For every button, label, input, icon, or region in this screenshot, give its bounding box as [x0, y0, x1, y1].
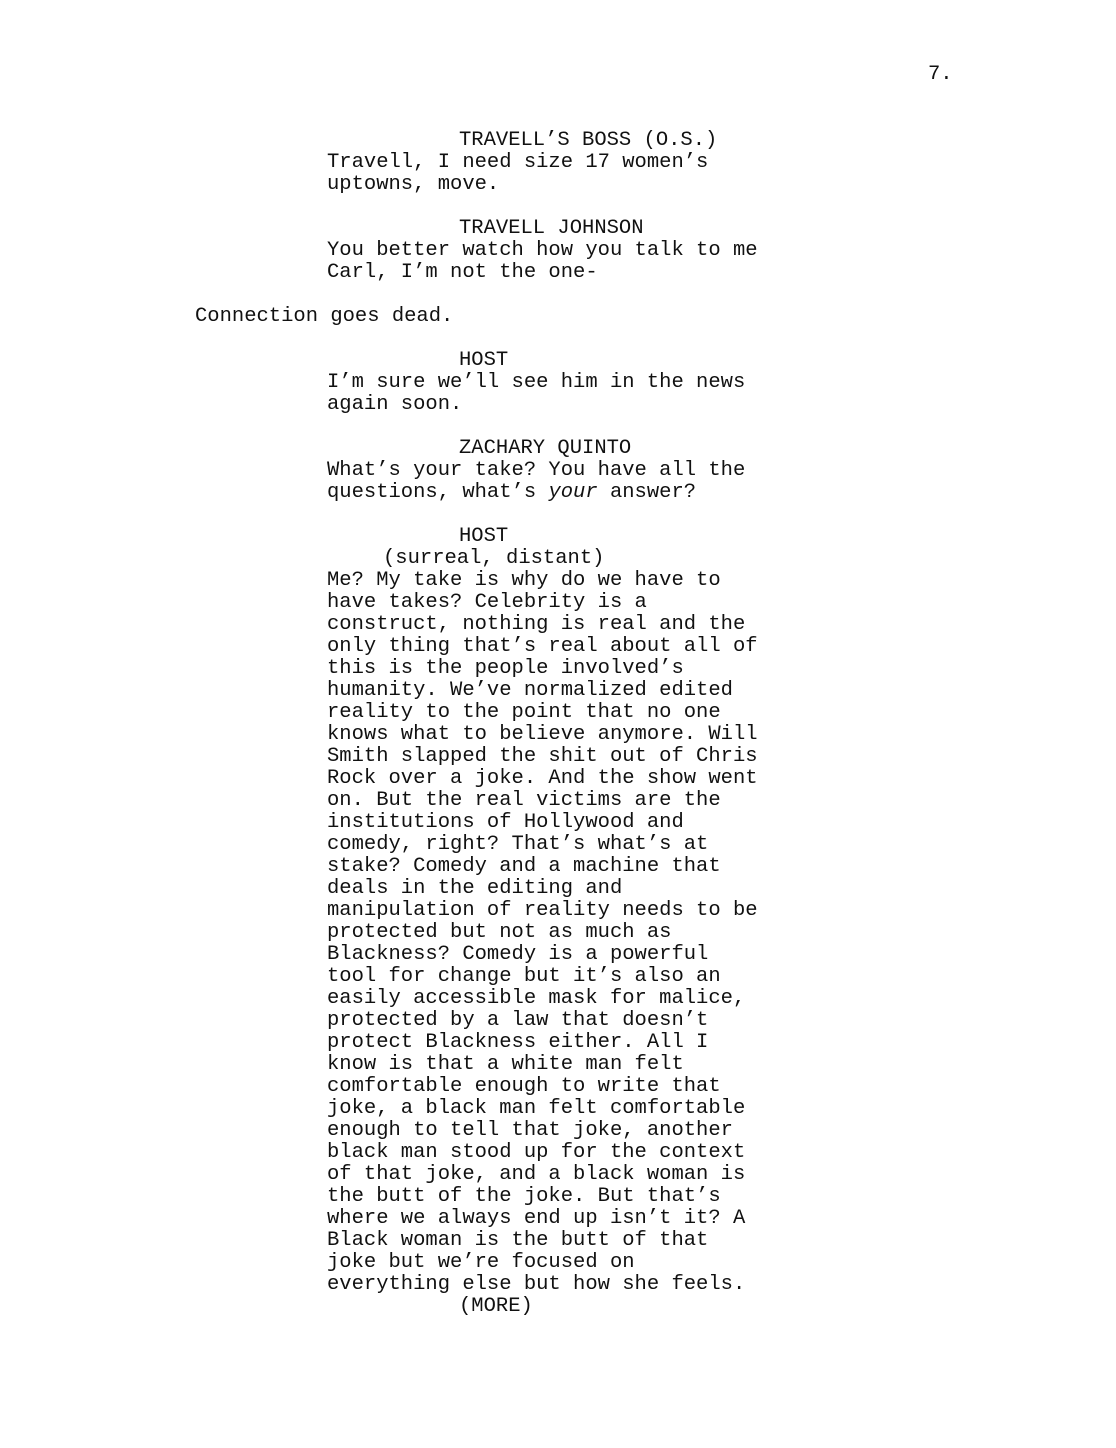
dialogue-line: manipulation of reality needs to be — [327, 899, 758, 922]
dialogue-block-host-monologue — [0, 526, 1116, 1318]
dialogue-line: I’m sure we’ll see him in the news — [327, 371, 746, 394]
dialogue-line: everything else but how she feels. — [327, 1273, 746, 1296]
dialogue-block-host — [0, 350, 1116, 416]
screenplay-body — [0, 130, 1116, 1318]
dialogue-line: construct, nothing is real and the — [327, 613, 746, 636]
dialogue-line: on. But the real victims are the — [327, 789, 721, 812]
dialogue-line: protect Blackness either. All I — [327, 1031, 709, 1054]
dialogue-block-travell-johnson — [0, 218, 1116, 284]
dialogue-line: uptowns, move. — [327, 173, 500, 196]
monologue — [0, 570, 1116, 1296]
dialogue-line: protected but not as much as — [327, 921, 672, 944]
emphasized-word: your — [548, 481, 598, 504]
dialogue-line: joke but we’re focused on — [327, 1251, 635, 1274]
dialogue-text: questions, what’s — [327, 481, 549, 504]
character-name: TRAVELL’S BOSS (O.S.) — [459, 129, 718, 152]
dialogue-line: humanity. We’ve normalized edited — [327, 679, 733, 702]
dialogue-line: deals in the editing and — [327, 877, 623, 900]
dialogue-line: Smith slapped the shit out of Chris — [327, 745, 758, 768]
dialogue-line: again soon. — [327, 393, 463, 416]
dialogue-block-travells-boss — [0, 130, 1116, 196]
character-name: ZACHARY QUINTO — [459, 437, 632, 460]
dialogue-line: Travell, I need size 17 women’s — [327, 151, 709, 174]
dialogue-line: enough to tell that joke, another — [327, 1119, 733, 1142]
dialogue-line: joke, a black man felt comfortable — [327, 1097, 746, 1120]
character-name: HOST — [459, 349, 509, 372]
dialogue-line: Carl, I’m not the one- — [327, 261, 598, 284]
dialogue-line: black man stood up for the context — [327, 1141, 746, 1164]
character-name: TRAVELL JOHNSON — [459, 217, 644, 240]
dialogue-line: knows what to believe anymore. Will — [327, 723, 758, 746]
dialogue-line: Rock over a joke. And the show went — [327, 767, 758, 790]
dialogue-line: stake? Comedy and a machine that — [327, 855, 721, 878]
dialogue-line: tool for change but it’s also an — [327, 965, 721, 988]
dialogue-line: comfortable enough to write that — [327, 1075, 721, 1098]
dialogue-line: Blackness? Comedy is a powerful — [327, 943, 709, 966]
page-number: 7. — [928, 63, 953, 86]
dialogue-block-zachary-quinto — [0, 438, 1116, 504]
dialogue-line: comedy, right? That’s what’s at — [327, 833, 709, 856]
dialogue-line: Me? My take is why do we have to — [327, 569, 721, 592]
dialogue-line: the butt of the joke. But that’s — [327, 1185, 721, 1208]
dialogue-line: What’s your take? You have all the — [327, 459, 746, 482]
dialogue-line: only thing that’s real about all of — [327, 635, 758, 658]
dialogue-line: Black woman is the butt of that — [327, 1229, 709, 1252]
character-name: HOST — [459, 525, 509, 548]
dialogue-line: You better watch how you talk to me — [327, 239, 758, 262]
more-marker: (MORE) — [459, 1295, 533, 1318]
dialogue-line: of that joke, and a black woman is — [327, 1163, 746, 1186]
dialogue-text: answer? — [597, 481, 697, 504]
parenthetical: (surreal, distant) — [383, 547, 605, 570]
dialogue-line: institutions of Hollywood and — [327, 811, 684, 834]
action-line: Connection goes dead. — [195, 305, 454, 328]
dialogue-line: easily accessible mask for malice, — [327, 987, 746, 1010]
dialogue-line: where we always end up isn’t it? A — [327, 1207, 746, 1230]
dialogue-line: protected by a law that doesn’t — [327, 1009, 709, 1032]
dialogue-line: this is the people involved’s — [327, 657, 684, 680]
dialogue-line: know is that a white man felt — [327, 1053, 684, 1076]
dialogue-line: reality to the point that no one — [327, 701, 721, 724]
dialogue-line — [0, 482, 1116, 504]
dialogue-line: have takes? Celebrity is a — [327, 591, 647, 614]
